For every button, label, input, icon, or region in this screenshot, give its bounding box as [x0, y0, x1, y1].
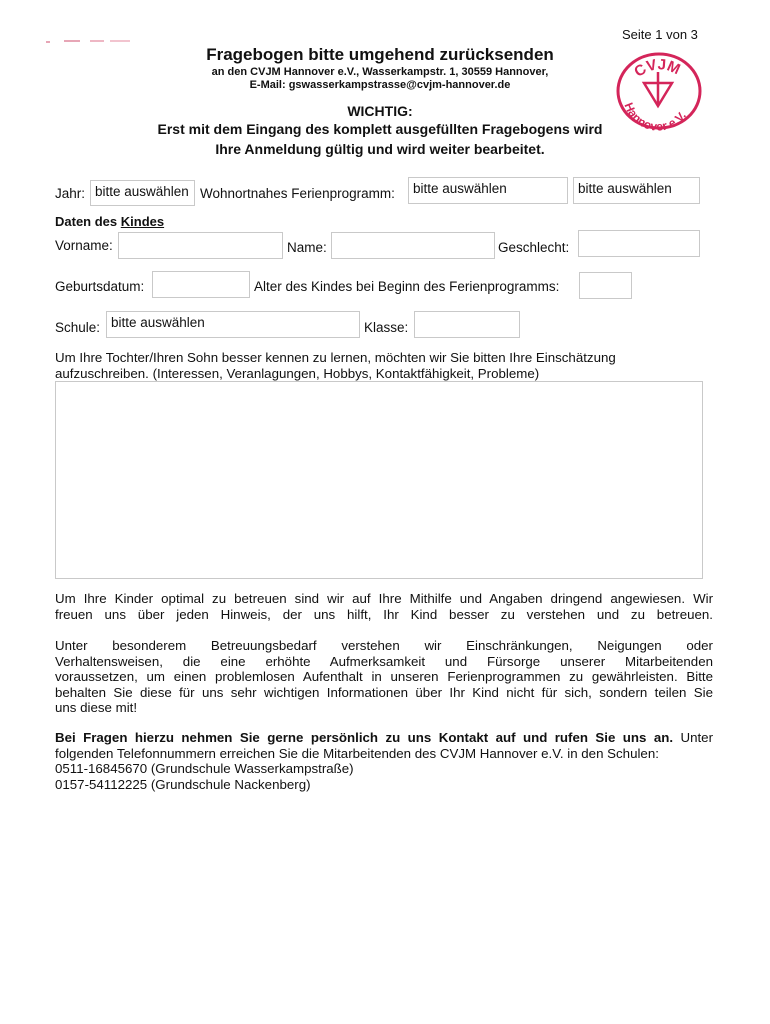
name-field[interactable] [331, 232, 495, 259]
name-label: Name: [287, 240, 327, 255]
phone-nackenberg: 0157-54112225 (Grundschule Nackenberg) [55, 776, 311, 792]
vorname-label: Vorname: [55, 238, 113, 253]
paragraph-special-needs: Unter besonderem Betreuungsbedarf verstehen wir Einschränkungen, Neigungen oder Verhaltensweisen, die eine erhöhte Aufmerksamkeit und Fürsorge unserer Mitarbeitenden voraussetzen, um einen problemlosen Aufenthalt in unseren Ferienprogrammen zu gewährleisten. Bitte behalten Sie diese für uns sehr wichtigen Informationen über Ihr Kind nicht für sich, sondern teilen Sie uns diese mit! [55, 638, 713, 715]
program-label: Wohnortnahes Ferienprogramm: [200, 186, 395, 201]
schule-label: Schule: [55, 320, 101, 335]
scan-artifact [46, 40, 132, 43]
notice-heading: WICHTIG: [347, 103, 413, 119]
stamp-top-text: CVJM [631, 56, 683, 81]
notice-line-2: Ihre Anmeldung gültig und wird weiter bearbeitet. [215, 141, 545, 157]
klasse-label: Klasse: [364, 320, 409, 335]
paragraph-support: Um Ihre Kinder optimal zu betreuen sind wir auf Ihre Mithilfe und Angaben dringend angewiesen. Wir freuen uns über jeden Hinweis, der uns hilft, Ihr Kind besser zu verstehen und zu betreuen. [55, 591, 713, 622]
address-line: an den CVJM Hannover e.V., Wasserkampstr. 1, 30559 Hannover, [211, 66, 549, 78]
stamp-triangle-icon [644, 72, 672, 106]
child-section-title: Daten des Kindes [55, 214, 165, 229]
geburtsdatum-field[interactable] [152, 271, 250, 298]
program-select[interactable]: bitte auswählen [408, 177, 568, 204]
phone-wasserkampstrasse: 0511-16845670 (Grundschule Wasserkampstraße) [55, 761, 354, 776]
geschlecht-label: Geschlecht: [498, 240, 570, 255]
contact-bold-text: Bei Fragen hierzu nehmen Sie gerne persönlich zu uns Kontakt auf und rufen Sie uns an. [55, 730, 674, 745]
paragraph-contact: Bei Fragen hierzu nehmen Sie gerne persönlich zu uns Kontakt auf und rufen Sie uns an. Unter folgenden Telefonnummern erreichen Sie die Mitarbeitenden des CVJM Hannover e.V. in den Schulen: 0511-16845670 (Grundschule Wasserkampstraße) 0157-54112225 (Grundschule Nackenberg) [55, 730, 713, 792]
klasse-field[interactable] [414, 311, 520, 338]
program-select-2[interactable]: bitte auswählen [573, 177, 700, 204]
schule-select[interactable]: bitte auswählen [106, 311, 360, 338]
jahr-select[interactable]: bitte auswählen [90, 180, 195, 206]
notice-line-1: Erst mit dem Eingang des komplett ausgefüllten Fragebogens wird [157, 121, 603, 137]
alter-field[interactable] [579, 272, 632, 299]
geschlecht-field[interactable] [578, 230, 700, 257]
email-line: E-Mail: gswasserkampstrasse@cvjm-hannover.de [249, 79, 511, 91]
stamp-bottom-text: Hannover e.V. [621, 100, 689, 132]
vorname-field[interactable] [118, 232, 283, 259]
alter-label: Alter des Kindes bei Beginn des Ferienprogramms: [254, 279, 560, 294]
geburtsdatum-label: Geburtsdatum: [55, 279, 145, 294]
jahr-label: Jahr: [55, 186, 86, 201]
assessment-textarea[interactable] [55, 381, 703, 579]
page-indicator: Seite 1 von 3 [622, 27, 698, 42]
assessment-instructions: Um Ihre Tochter/Ihren Sohn besser kennen zu lernen, möchten wir Sie bitten Ihre Einschätzung aufzuschreiben. (Interessen, Veranlagungen, Hobbys, Kontaktfähigkeit, Probleme) [55, 350, 616, 381]
child-section-underlined: Kindes [120, 214, 165, 229]
form-title: Fragebogen bitte umgehend zurücksenden [206, 45, 554, 64]
